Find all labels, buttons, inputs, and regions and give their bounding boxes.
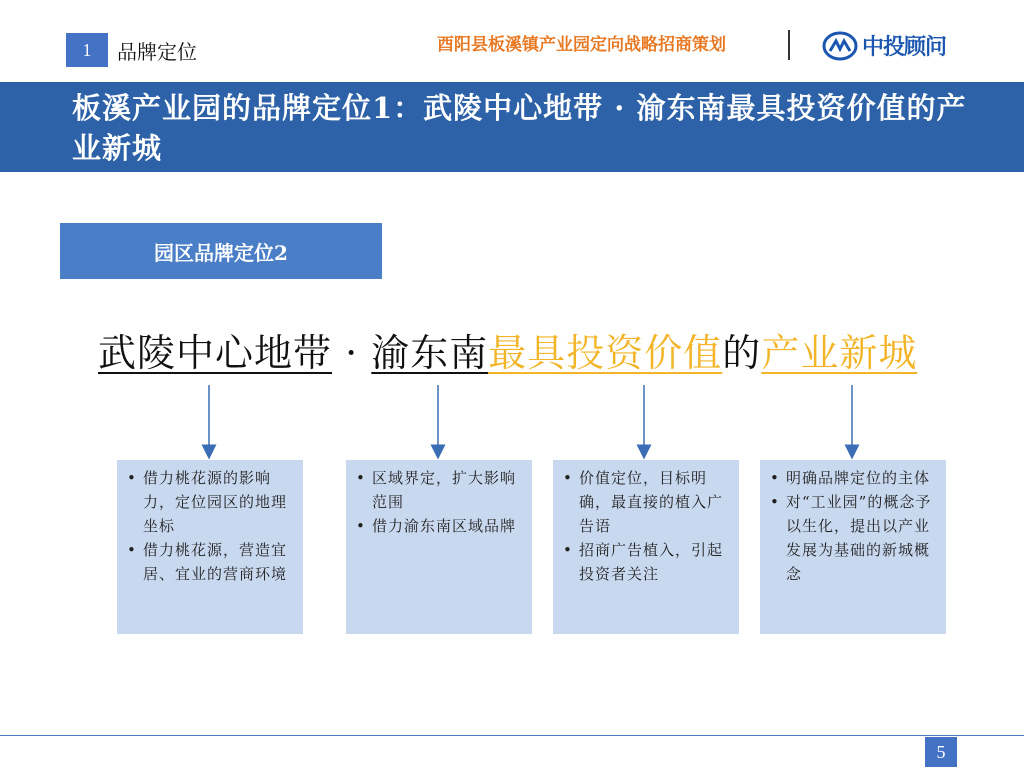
slogan-separator: · xyxy=(332,331,372,375)
page-number: 5 xyxy=(925,737,957,767)
box-4-item-2: • 对“工业园”的概念予以生化，提出以产业发展为基础的新城概念 xyxy=(770,490,938,586)
box-3-item-2: • 招商广告植入，引起投资者关注 xyxy=(563,538,731,586)
box-1-item-1: • 借力桃花源的影响力，定位园区的地理坐标 xyxy=(127,466,295,538)
box-4-item-1: • 明确品牌定位的主体 xyxy=(770,466,938,490)
box-2-item-2: • 借力渝东南区域品牌 xyxy=(356,514,524,538)
slide-title: 板溪产业园的品牌定位1：武陵中心地带 · 渝东南最具投资价值的产业新城 xyxy=(72,91,967,165)
slogan-part-de: 的 xyxy=(722,331,762,375)
box-3-item-1: • 价值定位，目标明确，最直接的植入广告语 xyxy=(563,466,731,538)
explanation-box-4 xyxy=(760,460,946,634)
slogan-part-wuling: 武陵中心地带 xyxy=(98,331,333,375)
slogan-part-investment-value: 最具投资价值 xyxy=(488,331,723,375)
slogan-part-industrial-city: 产业新城 xyxy=(761,331,918,375)
slogan-part-yudongnan: 渝东南 xyxy=(371,331,489,375)
explanation-box-2 xyxy=(346,460,532,634)
explanation-box-1 xyxy=(117,460,303,634)
box-1-item-2: • 借力桃花源，营造宜居、宜业的营商环境 xyxy=(127,538,295,586)
footer-divider xyxy=(0,735,1024,736)
logo-text: 中投顾问 xyxy=(862,35,947,60)
section-label: 品牌定位 xyxy=(117,40,197,64)
section-number-badge: 1 xyxy=(66,33,108,67)
box-2-item-1: • 区域界定，扩大影响范围 xyxy=(356,466,524,514)
document-title: 酉阳县板溪镇产业园定向战略招商策划 xyxy=(437,35,726,55)
brand-positioning-subheader: 园区品牌定位2 xyxy=(60,223,382,279)
explanation-box-3 xyxy=(553,460,739,634)
